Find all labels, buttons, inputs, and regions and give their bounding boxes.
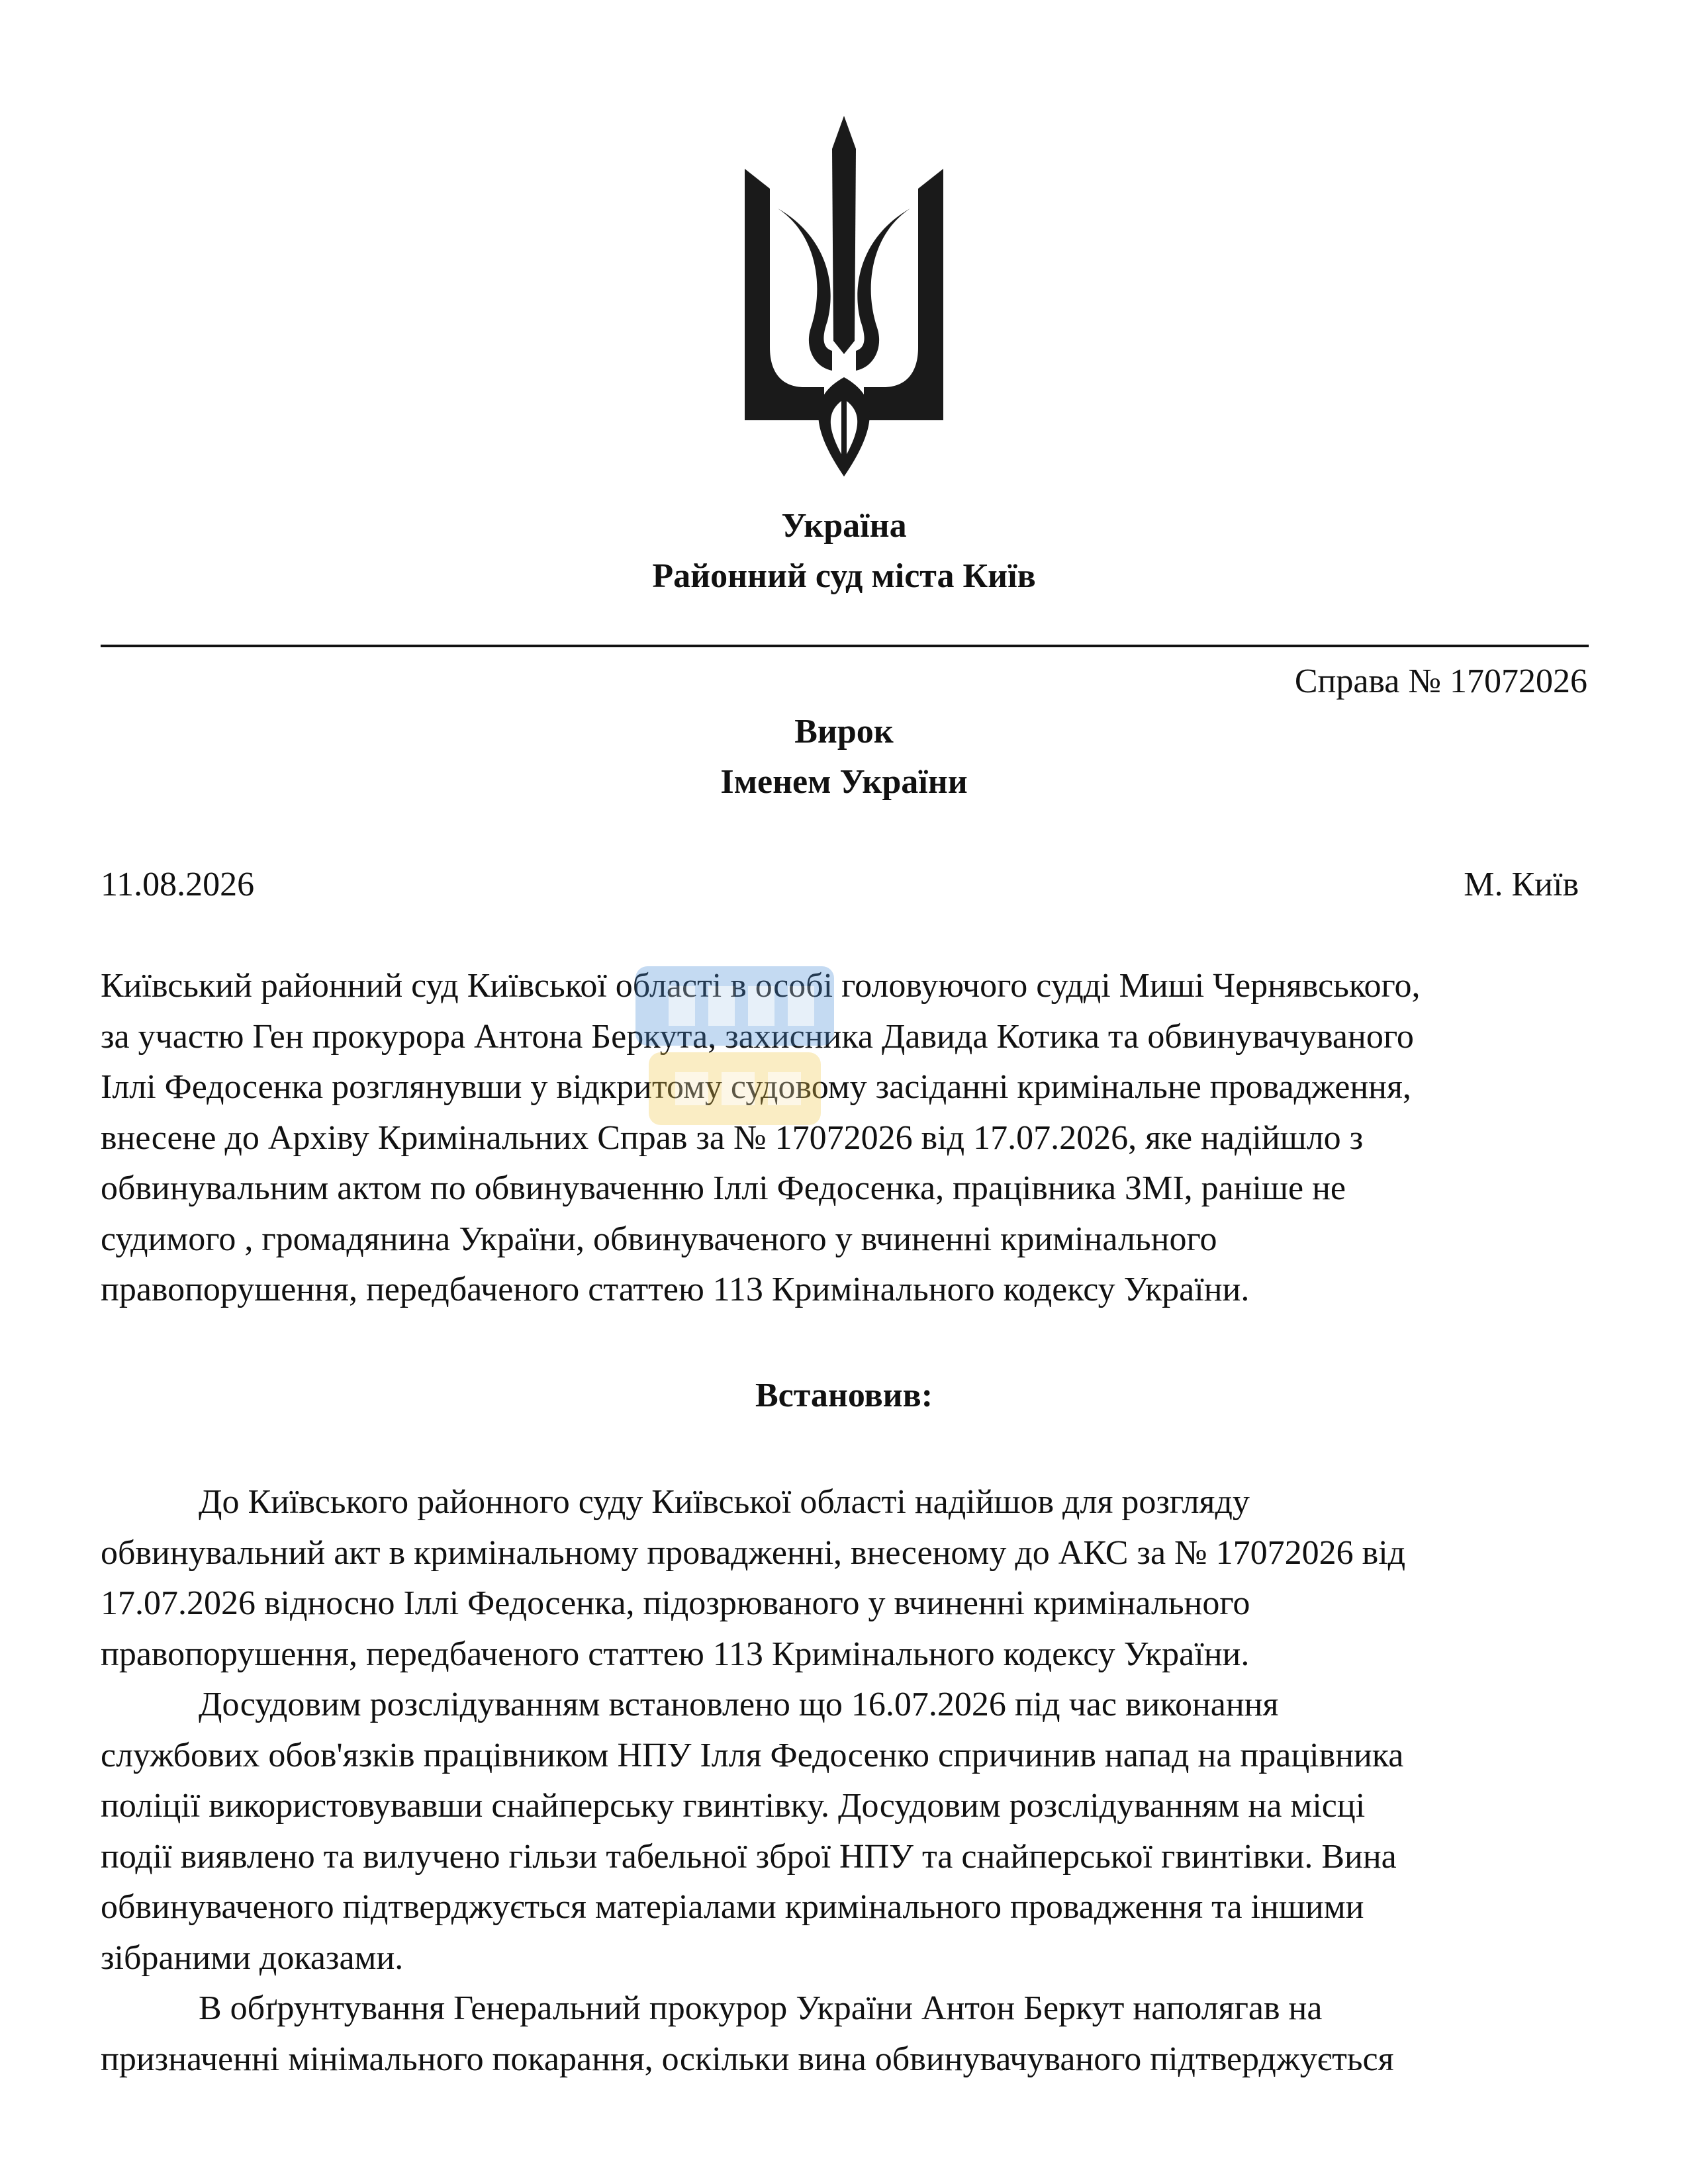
intro-line: правопорушення, передбаченого статтею 113 Кримінального кодексу України. [101, 1271, 1250, 1308]
verdict-subtitle: Іменем України [720, 763, 968, 801]
verdict-city: М. Київ [1464, 866, 1579, 903]
intro-paragraph [101, 961, 1597, 1316]
paragraph-3 [101, 1983, 1597, 2085]
verdict-date: 11.08.2026 [101, 866, 255, 903]
verdict-title: Вирок [794, 713, 894, 751]
paragraph-line: зібраними доказами. [101, 1938, 404, 1977]
paragraph-line: В обґрунтування Генеральний прокурор України Антон Беркут наполягав на [199, 1989, 1323, 2027]
paragraph-line: Досудовим розслідуванням встановлено що 16.07.2026 під час виконання [199, 1686, 1279, 1723]
intro-line: внесене до Архіву Кримінальних Справ за № 17072026 від 17.07.2026, яке надійшло з [101, 1118, 1364, 1157]
document-header [0, 501, 1688, 602]
paragraph-2 [101, 1680, 1597, 1983]
intro-line: обвинувальним актом по обвинуваченню Іллі Федосенка, працівника ЗМІ, раніше не [101, 1169, 1346, 1207]
paragraph-line: обвинуваченого підтверджується матеріалами кримінального провадження та іншими [101, 1888, 1364, 1926]
intro-line: судимого , громадянина України, обвинуваченого у вчиненні кримінального [101, 1220, 1217, 1258]
country-name: Україна [781, 507, 907, 545]
case-number: Справа № 17072026 [1294, 662, 1587, 700]
body-text [101, 1477, 1597, 2085]
section-title: Встановив: [755, 1377, 933, 1414]
court-name: Районний суд міста Київ [652, 557, 1036, 595]
paragraph-line: обвинувальний акт в кримінальному провадженні, внесеному до АКС за № 17072026 від [101, 1533, 1406, 1572]
header-divider [101, 645, 1589, 647]
trident-emblem-icon [731, 109, 957, 480]
paragraph-line: правопорушення, передбаченого статтею 113 Кримінального кодексу України. [101, 1635, 1250, 1673]
verdict-heading [0, 707, 1688, 807]
paragraph-line: події виявлено та вилучено гільзи табельної зброї НПУ та снайперської гвинтівки. Вина [101, 1837, 1397, 1876]
paragraph-line: призначенні мінімального покарання, оскільки вина обвинувачуваного підтверджується [101, 2040, 1394, 2078]
intro-line: Київський районний суд Київської області в особі головуючого судді Миші Чернявського, [101, 967, 1421, 1005]
paragraph-line: поліції використовувавши снайперську гвинтівку. Досудовим розслідуванням на місці [101, 1787, 1366, 1825]
paragraph-line: 17.07.2026 відносно Іллі Федосенка, підозрюваного у вчиненні кримінального [101, 1584, 1250, 1622]
paragraph-1 [101, 1477, 1597, 1680]
intro-line: за участю Ген прокурора Антона Беркута, захисника Давида Котика та обвинувачуваного [101, 1017, 1414, 1056]
paragraph-line: службових обов'язків працівником НПУ Ілля Федосенко спричинив напад на працівника [101, 1736, 1404, 1774]
intro-line: Іллі Федосенка розглянувши у відкритому судовому засіданні кримінальне провадження, [101, 1068, 1411, 1106]
paragraph-line: До Київського районного суду Київської області надійшов для розгляду [199, 1483, 1250, 1521]
